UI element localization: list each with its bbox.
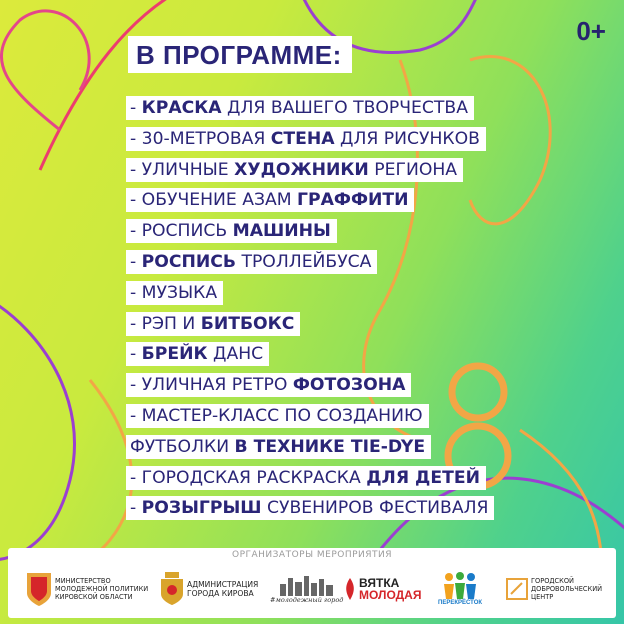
program-item-text [126,342,269,366]
program-item-text [126,496,494,520]
program-item-segment: - [130,498,142,519]
program-item [126,435,494,466]
volunteer-square-icon [506,578,528,600]
program-item-segment: - УЛИЧНАЯ РЕТРО [130,375,293,396]
city-skyline-icon [278,574,336,596]
program-item [126,219,494,250]
program-item-segment: - МУЗЫКА [130,282,218,303]
program-item-highlight: ХУДОЖНИКИ [234,159,369,180]
program-item [126,281,494,312]
ministry-line2: МОЛОДЕЖНОЙ ПОЛИТИКИ [55,585,149,593]
program-item [126,96,494,127]
program-item-highlight: БРЕЙК [141,344,208,365]
orange-curve-bottom-left [40,380,132,565]
molodezhny-text: #молодежный город [270,596,344,604]
volunteer-line3: ЦЕНТР [531,593,554,601]
program-item-text [126,219,337,243]
program-item-text [126,435,431,459]
program-item-text [126,404,429,428]
volunteer-center-logo [506,564,602,614]
program-item-highlight: ФОТОЗОНА [292,375,406,396]
pink-loop [1,11,89,130]
program-item-segment: - РЭП И [130,313,201,334]
perekrestok-logo [438,564,482,614]
program-item-segment: - ГОРОДСКАЯ РАСКРАСКА [130,467,367,488]
ministry-line1: МИНИСТЕРСТВО [55,577,111,585]
kirov-coat-of-arms-icon [160,572,184,606]
program-item-text [126,466,486,490]
program-item-highlight: ГРАФФИТИ [297,190,409,211]
administration-line1: АДМИНИСТРАЦИЯ [187,580,259,589]
vyatka-line2: МОЛОДАЯ [359,588,422,602]
program-item-segment: - МАСТЕР-КЛАСС ПО СОЗДАНИЮ [130,405,423,426]
program-item-text [126,373,411,397]
program-item [126,158,494,189]
volunteer-line2: ДОБРОВОЛЬЧЕСКИЙ [531,585,603,593]
program-item-segment: - ОБУЧЕНИЕ АЗАМ [130,190,298,211]
program-item-highlight: МАШИНЫ [232,221,331,242]
program-item-highlight: БИТБОКС [200,313,295,334]
program-item-segment: - УЛИЧНЫЕ [130,159,235,180]
ministry-line3: КИРОВСКОЙ ОБЛАСТИ [55,593,133,601]
program-item-segment: - 30-МЕТРОВАЯ [130,128,271,149]
program-item [126,250,494,281]
program-item [126,188,494,219]
program-item-segment: - [130,344,142,365]
footer-title: ОРГАНИЗАТОРЫ МЕРОПРИЯТИЯ [231,550,393,560]
program-item-segment: ДЛЯ ВАШЕГО ТВОРЧЕСТВА [221,98,468,118]
program-item-segment: - [130,251,142,272]
organizers-footer [8,548,616,618]
program-item-segment: - [130,98,142,118]
program-list [126,96,494,527]
administration-logo [160,564,258,614]
program-item-highlight: КРАСКА [141,98,222,118]
program-item-text [126,127,486,151]
program-item-text [126,250,377,274]
program-item-text [126,281,223,305]
program-item-highlight: РОСПИСЬ [141,251,236,272]
program-item [126,496,494,527]
administration-line2: ГОРОДА КИРОВА [187,589,254,598]
program-item-segment: ДАНС [207,344,264,365]
program-item-text [126,96,474,120]
volunteer-line1: ГОРОДСКОЙ [531,577,574,585]
program-item [126,404,494,435]
program-item-segment: - РОСПИСЬ [130,221,233,242]
program-item-highlight: В ТЕХНИКЕ TIE-DYE [234,436,426,457]
program-item-highlight: ДЛЯ ДЕТЕЙ [366,467,480,488]
program-item-text [126,188,414,212]
purple-curve-left [0,300,75,560]
program-item [126,127,494,158]
program-item-segment: РЕГИОНА [368,159,458,180]
program-item [126,312,494,343]
molodezhny-gorod-logo [270,564,343,614]
program-item-text [126,158,463,182]
ministry-logo [26,564,148,614]
program-item-segment: ФУТБОЛКИ [130,436,235,457]
vyatka-flame-icon [344,578,356,600]
ministry-shield-icon [26,571,52,607]
age-rating: 0+ [576,16,606,46]
program-item [126,466,494,497]
program-item-text [126,312,300,336]
perekrestok-text: ПЕРЕКРЁСТОК [438,600,483,606]
perekrestok-people-icon [443,572,477,600]
program-item-segment: ДЛЯ РИСУНКОВ [334,128,480,149]
program-item-segment: ТРОЛЛЕЙБУСА [235,251,372,272]
vyatka-molodaya-logo [344,564,421,614]
page-title: В ПРОГРАММЕ: [128,36,352,73]
program-item-highlight: РОЗЫГРЫШ [141,498,262,519]
program-item-segment: СУВЕНИРОВ ФЕСТИВАЛЯ [261,498,489,519]
program-item [126,373,494,404]
vyatka-line1: ВЯТКА [359,576,400,590]
program-item-highlight: СТЕНА [270,128,335,149]
program-item [126,342,494,373]
